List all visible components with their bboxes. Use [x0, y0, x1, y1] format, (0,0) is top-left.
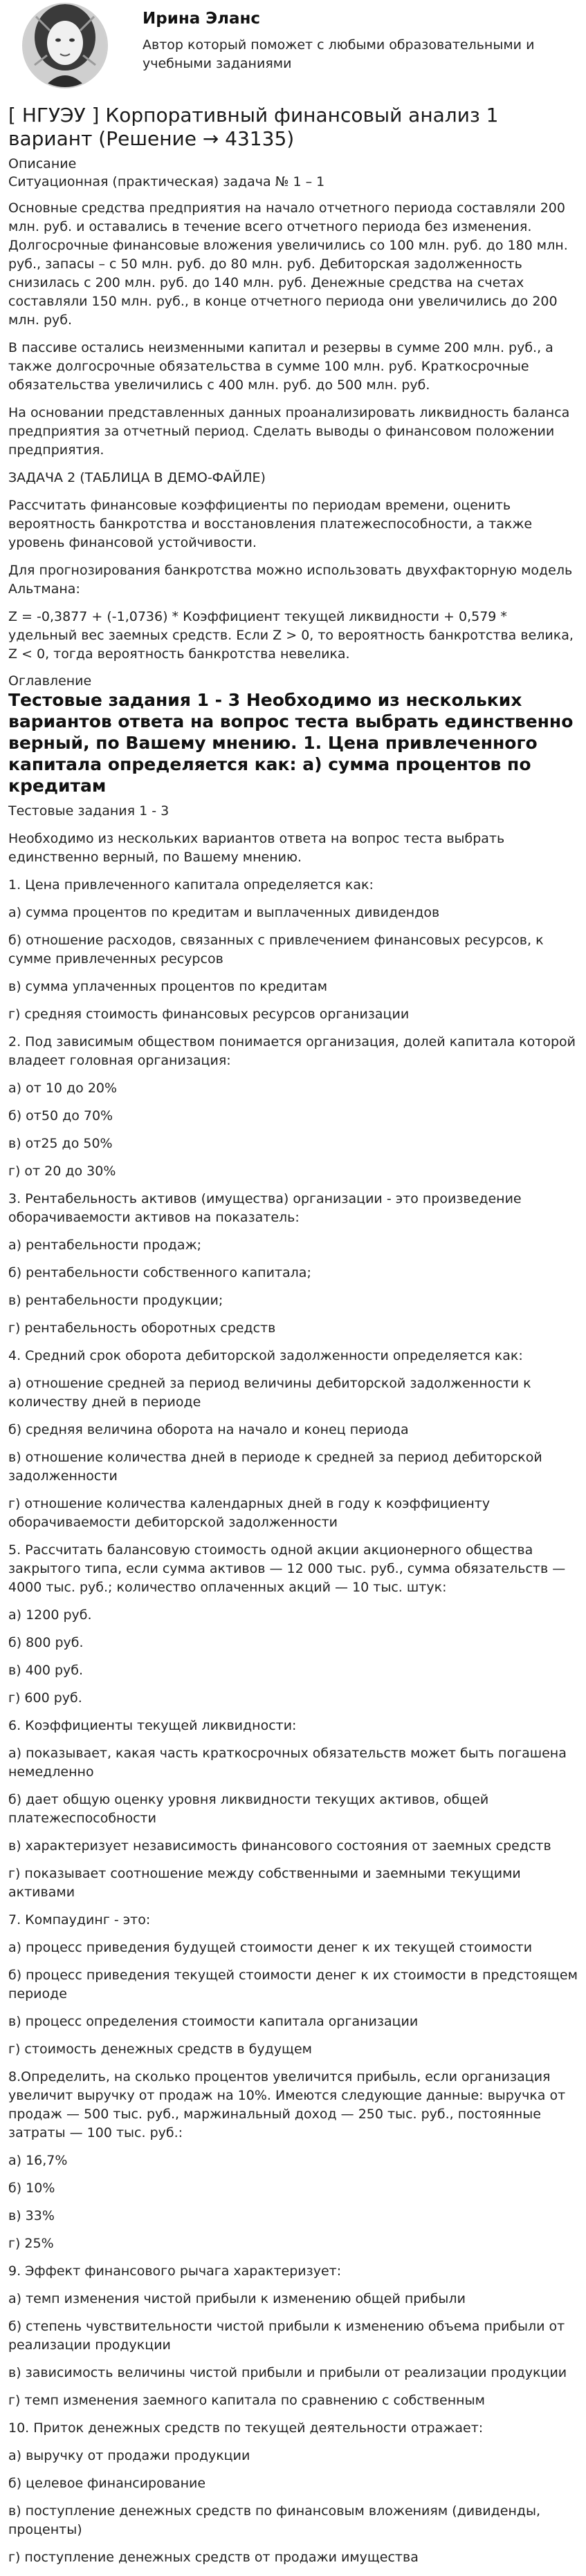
answer-option: в) поступление денежных средств по финансовым вложениям (дивиденды, проценты) — [8, 2503, 541, 2537]
question-text: 5. Рассчитать балансовую стоимость одной акции акционерного общества закрытого типа, если сумма активов — 12 000 тыс. руб., сумма обязательств — 4000 тыс. руб.; количество оплаченных акций — 10 тыс. штук: — [8, 1542, 566, 1595]
answer-option: б) от50 до 70% — [8, 1108, 113, 1123]
description-paragraph: ЗАДАЧА 2 (ТАБЛИЦА В ДЕМО-ФАЙЛЕ) — [8, 470, 266, 485]
question-block — [8, 1911, 578, 2059]
description-paragraph: В пассиве остались неизменными капитал и резервы в сумме 200 млн. руб., а также долгосрочные обязательства в сумме 100 млн. руб. Краткосрочные обязательства увеличились с 400 млн. руб. до 500 млн. руб. — [8, 340, 553, 393]
answer-option: б) дает общую оценку уровня ликвидности текущих активов, общей платежеспособности — [8, 1792, 489, 1826]
answer-option: а) рентабельности продаж; — [8, 1238, 202, 1253]
answer-option: в) 33% — [8, 2208, 55, 2223]
answer-option: в) от25 до 50% — [8, 1136, 113, 1151]
answer-option: а) 1200 руб. — [8, 1607, 92, 1623]
task-subtitle: Ситуационная (практическая) задача № 1 – 1 — [8, 174, 325, 189]
answer-option: г) темп изменения заемного капитала по сравнению с собственным — [8, 2393, 485, 2408]
answer-option: а) отношение средней за период величины дебиторской задолженности к количеству дней в периоде — [8, 1376, 531, 1410]
answer-option: г) от 20 до 30% — [8, 1164, 116, 1179]
question-text: 7. Компаудинг - это: — [8, 1912, 151, 1928]
author-name[interactable]: Ирина Эланс — [143, 10, 261, 28]
question-text: 4. Средний срок оборота дебиторской задолженности определяется как: — [8, 1348, 523, 1363]
answer-option: г) показывает соотношение между собственными и заемными текущими активами — [8, 1866, 521, 1900]
question-block — [8, 1190, 578, 1338]
question-block — [8, 1717, 578, 1902]
question-block — [8, 2419, 578, 2567]
answer-option: г) отношение количества календарных дней в году к коэффициенту оборачиваемости дебиторской задолженности — [8, 1496, 491, 1530]
question-text: 3. Рентабельность активов (имущества) организации - это произведение оборачиваемости активов на показатель: — [8, 1191, 522, 1225]
answer-option: г) 25% — [8, 2236, 54, 2251]
question-text: 10. Приток денежных средств по текущей деятельности отражает: — [8, 2420, 484, 2436]
description-paragraph: На основании представленных данных проанализировать ликвидность баланса предприятия за отчетный период. Сделать выводы о финансовом положении предприятия. — [8, 405, 570, 458]
answer-option: в) 400 руб. — [8, 1663, 84, 1678]
question-block — [8, 1033, 578, 1181]
question-text: 6. Коэффициенты текущей ликвидности: — [8, 1718, 297, 1733]
document-title: [ НГУЭУ ] Корпоративный финансовый анализ 1 вариант (Решение → 43135) — [8, 104, 499, 150]
answer-option: а) процесс приведения будущей стоимости денег к их текущей стоимости — [8, 1940, 533, 1955]
answer-option: б) 800 руб. — [8, 1635, 84, 1650]
toc-heading[interactable]: Тестовые задания 1 - 3 Необходимо из нескольких вариантов ответа на вопрос теста выбрать единственно верный, по Вашему мнению. 1. Цена привлеченного капитала определяется как: а) сумма процентов по кредитам — [8, 690, 574, 796]
question-block — [8, 2068, 578, 2253]
answer-option: б) процесс приведения текущей стоимости денег к их стоимости в предстоящем периоде — [8, 1968, 578, 2001]
author-description: Автор который поможет с любыми образовательными и учебными заданиями — [143, 37, 535, 71]
answer-option: а) от 10 до 20% — [8, 1081, 118, 1096]
answer-option: а) показывает, какая часть краткосрочных обязательств может быть погашена немедленно — [8, 1746, 567, 1780]
tests-intro-text: Необходимо из нескольких вариантов ответа на вопрос теста выбрать единственно верный, по Вашему мнению. — [8, 831, 505, 865]
answer-option: а) темп изменения чистой прибыли к изменению общей прибыли — [8, 2291, 466, 2306]
answer-option: в) характеризует независимость финансового состояния от заемных средств — [8, 1838, 551, 1854]
avatar[interactable] — [8, 3, 122, 88]
question-block — [8, 876, 578, 1024]
description-body — [8, 199, 578, 664]
question-block — [8, 2262, 578, 2410]
answer-option: в) сумма уплаченных процентов по кредитам — [8, 979, 328, 994]
question-text: 1. Цена привлеченного капитала определяется как: — [8, 877, 374, 893]
author-card — [8, 0, 578, 91]
answer-option: в) отношение количества дней в периоде к средней за период дебиторской задолженности — [8, 1450, 542, 1484]
question-text: 2. Под зависимым обществом понимается организация, долей капитала которой владеет головная организация: — [8, 1034, 576, 1068]
answer-option: б) средняя величина оборота на начало и конец периода — [8, 1422, 409, 1437]
answer-option: в) рентабельности продукции; — [8, 1293, 223, 1308]
question-list — [8, 876, 578, 2567]
answer-option: г) средняя стоимость финансовых ресурсов организации — [8, 1007, 410, 1022]
answer-option: б) 10% — [8, 2181, 55, 2196]
question-block — [8, 1541, 578, 1708]
answer-option: в) процесс определения стоимости капитала организации — [8, 2014, 419, 2029]
description-paragraph: Основные средства предприятия на начало отчетного периода составляли 200 млн. руб. и оставались в течение всего отчетного периода без изменения. Долгосрочные финансовые вложения увеличились со 100 млн. руб. до 180 млн. руб., запасы – с 50 млн. руб. до 80 млн. руб. Дебиторская задолженность снизилась с 200 млн. руб. до 140 млн. руб. Денежные средства на счетах составляли 150 млн. руб., в конце отчетного периода они увеличились до 200 млн. руб. — [8, 200, 568, 328]
answer-option: г) 600 руб. — [8, 1690, 82, 1706]
answer-option: б) целевое финансирование — [8, 2476, 206, 2491]
answer-option: а) 16,7% — [8, 2153, 68, 2168]
answer-option: г) рентабельность оборотных средств — [8, 1320, 276, 1336]
avatar-image — [22, 3, 108, 88]
answer-option: б) степень чувствительности чистой прибыли к изменению объема прибыли от реализации продукции — [8, 2319, 565, 2353]
question-text: 8.Определить, на сколько процентов увеличится прибыль, если организация увеличит выручку от продаж на 10%. Имеются следующие данные: выручка от продаж — 500 тыс. руб., маржинальный доход — 250 тыс. руб., постоянные затраты — 100 тыс. руб.: — [8, 2069, 566, 2140]
author-info — [122, 3, 544, 73]
answer-option: б) отношение расходов, связанных с привлечением финансовых ресурсов, к сумме привлеченных ресурсов — [8, 933, 544, 967]
answer-option: а) сумма процентов по кредитам и выплаченных дивидендов — [8, 905, 440, 920]
description-paragraph: Рассчитать финансовые коэффициенты по периодам времени, оценить вероятность банкротства и восстановления платежеспособности, а также уровень финансовой устойчивости. — [8, 498, 533, 550]
toc-label: Оглавление — [8, 673, 92, 689]
question-text: 9. Эффект финансового рычага характеризует: — [8, 2264, 342, 2279]
description-label: Описание — [8, 156, 77, 171]
question-block — [8, 1347, 578, 1532]
tests-intro-title: Тестовые задания 1 - 3 — [8, 803, 170, 819]
answer-option: г) поступление денежных средств от продажи имущества — [8, 2550, 419, 2565]
answer-option: г) стоимость денежных средств в будущем — [8, 2042, 312, 2057]
description-paragraph: Для прогнозирования банкротства можно использовать двухфакторную модель Альтмана: — [8, 563, 573, 597]
answer-option: б) рентабельности собственного капитала; — [8, 1265, 311, 1280]
answer-option: в) зависимость величины чистой прибыли и прибыли от реализации продукции — [8, 2365, 567, 2380]
description-paragraph: Z = -0,3877 + (-1,0736) * Коэффициент текущей ликвидности + 0,579 * удельный вес заемных средств. Если Z > 0, то вероятность банкротства велика, Z < 0, тогда вероятность банкротства невелика. — [8, 609, 574, 662]
answer-option: а) выручку от продажи продукции — [8, 2448, 250, 2463]
